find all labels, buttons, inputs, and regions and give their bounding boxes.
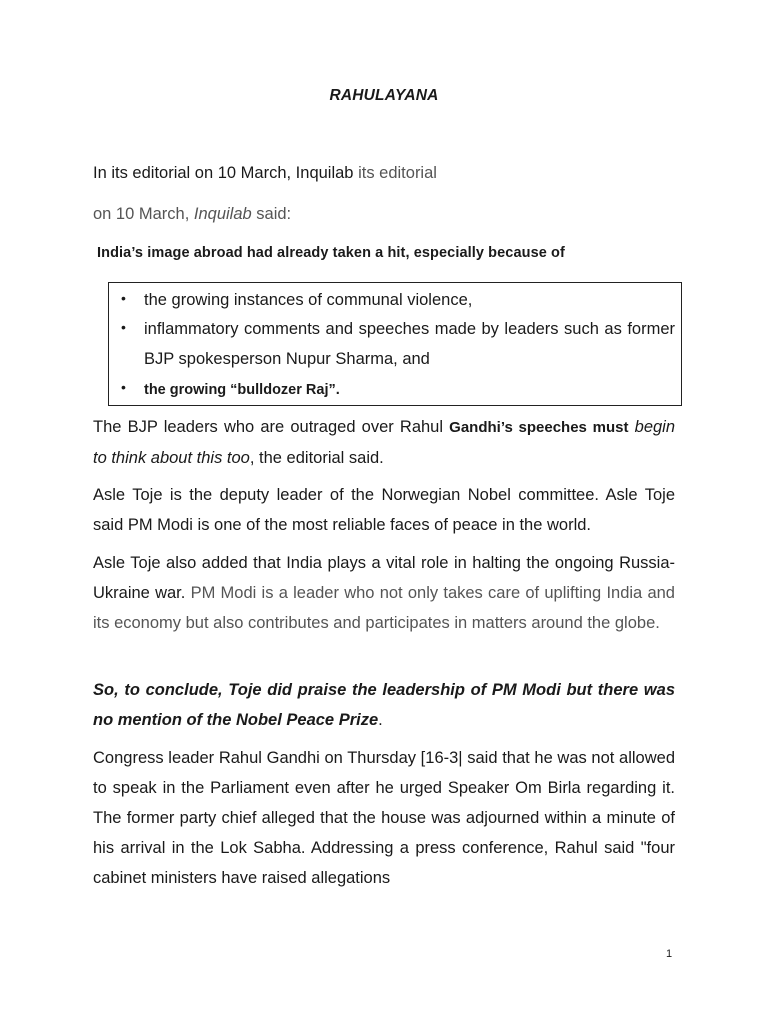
paragraph-russia-ukraine <box>93 548 675 638</box>
page-number: 1 <box>666 948 673 960</box>
quote-lead: India’s image abroad had already taken a hit, especially because of <box>97 245 565 261</box>
paragraph-conclusion <box>93 675 675 735</box>
intro-line-1 <box>93 164 437 183</box>
bullet-item: the growing instances of communal violence, <box>144 291 473 309</box>
intro-line-2-tail: said: <box>251 205 292 223</box>
paragraph-grey-text: PM Modi is a leader who not only takes care of uplifting India and its economy but also contributes and participates in matters around the globe. <box>93 584 675 632</box>
document-title: RAHULAYANA <box>329 87 439 104</box>
paragraph-asle-toje: Asle Toje is the deputy leader of the Norwegian Nobel committee. Asle Toje said PM Modi is one of the most reliable faces of peace in the world. <box>93 486 675 534</box>
paragraph-italic-text: begin to think about this too <box>93 418 676 467</box>
bullet-marker: • <box>121 319 126 335</box>
paragraph-bjp-leaders <box>93 412 675 473</box>
paragraph-period: . <box>378 711 383 729</box>
paragraph-bold-text: Gandhi’s speeches must <box>449 419 629 436</box>
bullet-marker: • <box>121 290 126 306</box>
intro-line-2 <box>93 205 291 224</box>
intro-line-2-text: on 10 March, <box>93 205 194 223</box>
newspaper-name: Inquilab <box>193 205 252 223</box>
bullet-item: the growing “bulldozer Raj”. <box>144 382 340 398</box>
paragraph-text: So, to conclude, Toje did praise the leadership of PM Modi but there was no mention of the Nobel Peace Prize <box>93 681 675 729</box>
paragraph-rahul-gandhi: Congress leader Rahul Gandhi on Thursday [16-3| said that he was not allowed to speak in the Parliament even after he urged Speaker Om Birla regarding it. The former party chief alleged that the house was adjourned within a minute of his arrival in the Lok Sabha. Addressing a press conference, Rahul said "four cabinet ministers have raised allegations <box>93 749 675 887</box>
paragraph-text: , the editorial said. <box>249 449 384 467</box>
bullet-item: inflammatory comments and speeches made by leaders such as former BJP spokesperson Nupur Sharma, and <box>144 320 675 368</box>
intro-line-1-text: In its editorial on 10 March, Inquilab <box>93 164 359 182</box>
intro-line-1-grey-text: its editorial <box>358 164 437 182</box>
bullet-marker: • <box>121 379 126 395</box>
paragraph-text: The BJP leaders who are outraged over Rahul <box>93 418 450 436</box>
paragraph-text: Asle Toje also added that India plays a vital role in halting the ongoing Russia-Ukraine war. <box>93 554 675 602</box>
bullet-box <box>108 282 682 406</box>
